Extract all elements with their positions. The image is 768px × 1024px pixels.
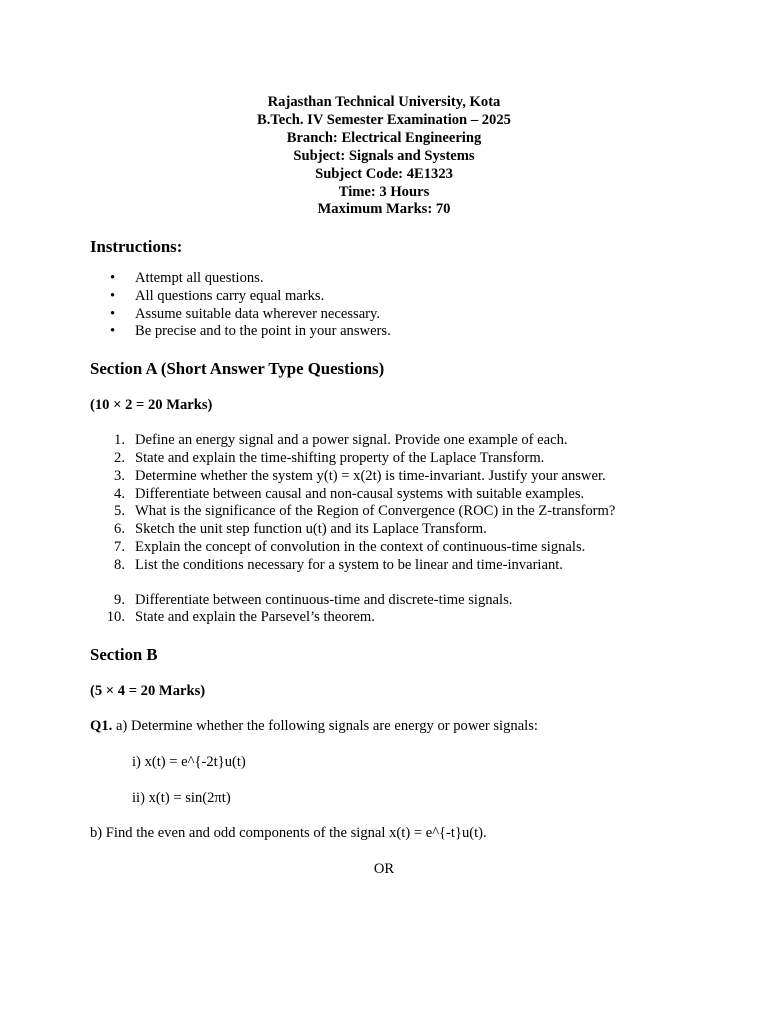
instructions-list <box>90 270 678 341</box>
question-item <box>90 450 678 468</box>
university-name: Rajasthan Technical University, Kota <box>267 94 501 110</box>
time-line: Time: 3 Hours <box>338 183 430 200</box>
question-text: State and explain the Parsevel’s theorem. <box>135 609 375 626</box>
q1-signal-i: i) x(t) = e^{-2t}u(t) <box>132 754 246 771</box>
question-text: Define an energy signal and a power signal. Provide one example of each. <box>135 432 568 449</box>
question-text: Differentiate between continuous-time and discrete-time signals. <box>135 591 513 608</box>
question-number: 3. <box>114 467 125 484</box>
section-a-heading: Section A (Short Answer Type Questions) <box>90 359 385 379</box>
question-number: 5. <box>114 503 125 520</box>
instruction-item: • Attempt all questions. <box>90 270 678 288</box>
question-text: Sketch the unit step function u(t) and its Laplace Transform. <box>135 521 487 538</box>
exam-title: B.Tech. IV Semester Examination – 2025 <box>257 111 511 128</box>
question-text: State and explain the time-shifting property of the Laplace Transform. <box>135 449 545 466</box>
question-text: Determine whether the system y(t) = x(2t) is time-invariant. Justify your answer. <box>135 467 606 484</box>
question-text: Differentiate between causal and non-causal systems with suitable examples. <box>135 485 585 502</box>
section-b-heading: Section B <box>90 645 158 665</box>
question-item <box>90 432 678 450</box>
max-marks-line: Maximum Marks: 70 <box>317 201 451 218</box>
question-number: 8. <box>114 556 125 573</box>
section-a-questions-continued <box>90 592 678 628</box>
q1-part-a <box>90 717 678 735</box>
question-number: 2. <box>114 449 125 466</box>
question-number: 10. <box>106 609 125 626</box>
instructions-heading: Instructions: <box>90 237 183 257</box>
instruction-item: • Assume suitable data wherever necessary. <box>90 306 678 324</box>
question-number: 1. <box>114 432 125 449</box>
section-a-marks: (10 × 2 = 20 Marks) <box>90 397 213 414</box>
question-item <box>90 503 678 521</box>
question-item <box>90 539 678 557</box>
or-separator: OR <box>373 861 395 878</box>
question-item <box>90 486 678 504</box>
question-number: 4. <box>114 485 125 502</box>
question-number: 6. <box>114 521 125 538</box>
q1-part-b: b) Find the even and odd components of the signal x(t) = e^{-t}u(t). <box>90 825 487 842</box>
question-number: 9. <box>114 591 125 608</box>
question-text: Explain the concept of convolution in the context of continuous-time signals. <box>135 538 586 555</box>
question-item <box>90 592 678 610</box>
q1-part-a-text: a) Determine whether the following signals are energy or power signals: <box>115 718 538 735</box>
question-item <box>90 521 678 539</box>
branch-line: Branch: Electrical Engineering <box>286 129 482 146</box>
section-b-marks: (5 × 4 = 20 Marks) <box>90 683 206 700</box>
q1-label: Q1. <box>90 718 113 735</box>
instruction-item: • Be precise and to the point in your answers. <box>90 323 678 341</box>
question-number: 7. <box>114 538 125 555</box>
question-item <box>90 557 678 575</box>
section-a-questions <box>90 432 678 574</box>
subject-code-line: Subject Code: 4E1323 <box>315 165 453 182</box>
question-item <box>90 609 678 627</box>
paper-header <box>90 94 678 219</box>
question-text: List the conditions necessary for a system to be linear and time-invariant. <box>135 556 563 573</box>
question-item <box>90 468 678 486</box>
subject-line: Subject: Signals and Systems <box>293 147 475 164</box>
instruction-item: • All questions carry equal marks. <box>90 288 678 306</box>
q1-signal-ii: ii) x(t) = sin(2πt) <box>132 790 231 807</box>
exam-paper <box>90 94 678 878</box>
question-text: What is the significance of the Region of Convergence (ROC) in the Z-transform? <box>135 503 616 520</box>
